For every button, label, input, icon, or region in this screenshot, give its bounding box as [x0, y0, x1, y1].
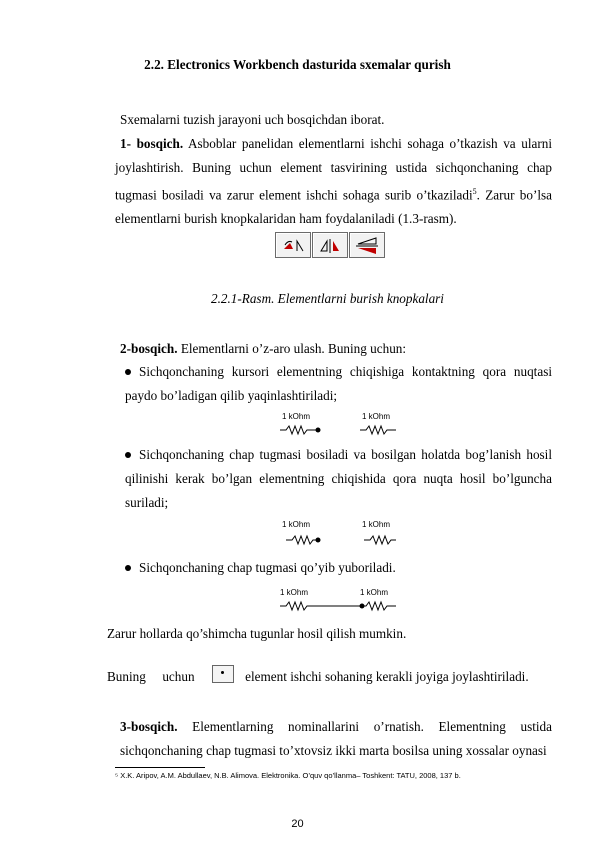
resistor-figure-3 [276, 586, 406, 616]
rotate-button[interactable] [275, 232, 311, 258]
bullet-dot [125, 452, 131, 458]
bullet-text-3: Sichqonchaning chap tugmasi qo’yib yuboriladi. [139, 560, 396, 575]
resistor-label: 1 kOhm [280, 588, 309, 597]
resistor-label: 1 kOhm [362, 412, 391, 421]
step1-paragraph [115, 132, 552, 231]
step3-paragraph [120, 715, 552, 763]
bullet-item-2 [125, 443, 552, 515]
bullet-dot [125, 565, 131, 571]
step1-text-a: Asboblar panelidan elementlarni ishchi sohaga o’tkazish va ularni joylashtirish. Buning uchun element tasvirining ustida sichqonchaning chap tugmasi bosiladi va zarur element ishchi sohaga surib o’tkaziladi [115, 136, 553, 203]
resistor-label: 1 kOhm [360, 588, 389, 597]
step1-label: 1- bosqich. [120, 136, 184, 151]
step1-text-b: . Zarur bo’lsa elementlarni burish knopkalaridan ham foydalaniladi (1.3-rasm). [115, 187, 553, 227]
junction-before: Buning uchun [107, 669, 195, 685]
flip-vertical-button[interactable] [349, 232, 385, 258]
rotate-toolbar [275, 232, 386, 258]
flip-vertical-icon [350, 233, 384, 257]
intro-text: Sxemalarni tuzish jarayoni uch bosqichdan iborat. [120, 112, 385, 127]
rotate-icon [276, 233, 310, 257]
step2-text: Elementlarni o’z-aro ulash. Buning uchun: [177, 341, 407, 356]
bullet-item-1 [125, 360, 552, 408]
junction-line [107, 669, 557, 687]
junction-dot-icon [221, 671, 224, 674]
figure-caption: 2.2.1-Rasm. Elementlarni burish knopkalari [211, 291, 444, 306]
bullet-dot [125, 369, 131, 375]
resistor-label: 1 kOhm [282, 412, 311, 421]
resistor-label: 1 kOhm [282, 520, 311, 529]
junction-note: Zarur hollarda qo’shimcha tugunlar hosil qilish mumkin. [107, 626, 407, 641]
flip-horizontal-icon [313, 233, 347, 257]
step2-heading [120, 341, 557, 357]
footnote-mark: 5 [472, 187, 477, 196]
resistor-figure-2 [278, 518, 408, 548]
page-title: 2.2. Electronics Workbench dasturida sxemalar qurish [144, 57, 451, 72]
resistor-label: 1 kOhm [362, 520, 391, 529]
flip-horizontal-button[interactable] [312, 232, 348, 258]
bullet-text-1: Sichqonchaning kursori elementning chiqishiga kontaktning qora nuqtasi paydo bo’ladigan qilib yaqinlashtiriladi; [125, 364, 552, 403]
resistor-figure-1 [276, 410, 406, 440]
step3-label: 3-bosqich. [120, 719, 178, 734]
step3-text: Elementlarning nominallarini o’rnatish. Elementning ustida sichqonchaning chap tugmasi to’xtovsiz ikki marta bosilsa uning xossalar oynasi [120, 719, 552, 758]
bullet-item-3 [125, 556, 552, 580]
junction-after: element ishchi sohaning kerakli joyiga joylashtiriladi. [245, 669, 529, 685]
bullet-text-2: Sichqonchaning chap tugmasi bosiladi va bosilgan holatda bog’lanish hosil qilinishi kerak bo’lgan elementning chiqishida qora nuqta hosil bo’lguncha suriladi; [125, 447, 552, 510]
junction-button[interactable] [212, 665, 234, 683]
page-number: 20 [291, 818, 304, 830]
step2-label: 2-bosqich. [120, 341, 178, 356]
footnote-divider [115, 767, 205, 768]
footnote: ⁵ X.K. Aripov, A.M. Abdullaev, N.B. Alimova. Elektronika. O’quv qo’llanma– Toshkent: TATU, 2008, 137 b. [115, 771, 461, 780]
